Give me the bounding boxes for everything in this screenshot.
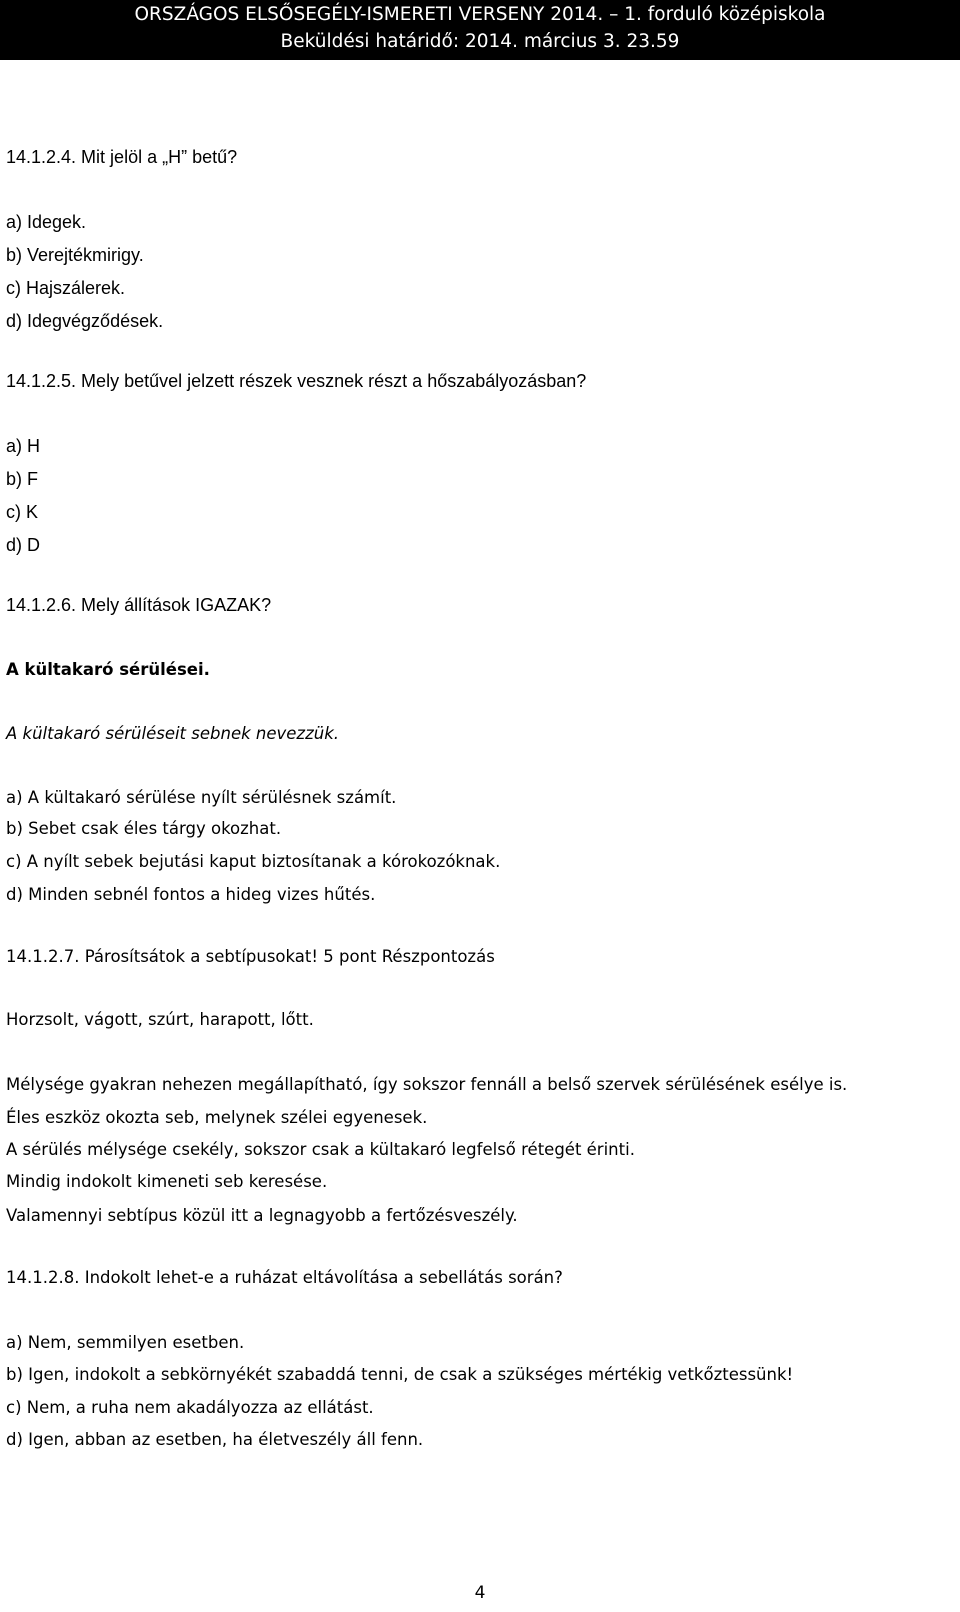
question-4: 14.1.2.4. Mit jelöl a „H” betű?	[6, 147, 238, 167]
wound-description: Mindig indokolt kimeneti seb keresése.	[6, 1172, 328, 1191]
statement-option: c) A nyílt sebek bejutási kaput biztosítanak a kórokozóknak.	[6, 852, 501, 871]
wound-description: Éles eszköz okozta seb, melynek szélei egyenesek.	[6, 1108, 428, 1127]
statement-option: a) A kültakaró sérülése nyílt sérülésnek számít.	[6, 788, 397, 807]
wound-description: A sérülés mélysége csekély, sokszor csak a kültakaró legfelső rétegét érinti.	[6, 1140, 635, 1159]
answer-option: c) Hajszálerek.	[6, 278, 126, 298]
question-6: 14.1.2.6. Mely állítások IGAZAK?	[6, 595, 272, 615]
answer-option: c) Nem, a ruha nem akadályozza az ellátást.	[6, 1398, 374, 1417]
section-subtitle: A kültakaró sérülései.	[6, 660, 210, 679]
answer-option: d) Idegvégződések.	[6, 311, 164, 331]
statement-option: b) Sebet csak éles tárgy okozhat.	[6, 819, 282, 838]
question-5: 14.1.2.5. Mely betűvel jelzett részek vesznek részt a hőszabályozásban?	[6, 371, 587, 391]
question-8: 14.1.2.8. Indokolt lehet-e a ruházat eltávolítása a sebellátás során?	[6, 1268, 563, 1287]
answer-option: b) F	[6, 469, 39, 489]
answer-option: a) H	[6, 436, 41, 456]
competition-title: ORSZÁGOS ELSŐSEGÉLY-ISMERETI VERSENY 2014. – 1. forduló középiskola	[134, 4, 826, 25]
page-header	[0, 0, 960, 60]
page-number: 4	[474, 1583, 486, 1603]
answer-option: a) Nem, semmilyen esetben.	[6, 1333, 245, 1352]
answer-option: b) Verejtékmirigy.	[6, 245, 144, 265]
answer-option: d) D	[6, 535, 41, 555]
answer-option: b) Igen, indokolt a sebkörnyékét szabaddá tenni, de csak a szükséges mértékig vetkőztessünk!	[6, 1365, 794, 1384]
answer-option: c) K	[6, 502, 39, 522]
statement-option: d) Minden sebnél fontos a hideg vizes hűtés.	[6, 885, 376, 904]
answer-option: d) Igen, abban az esetben, ha életveszély áll fenn.	[6, 1430, 424, 1449]
deadline-text: Beküldési határidő: 2014. március 3. 23.59	[280, 31, 680, 52]
wound-types: Horzsolt, vágott, szúrt, harapott, lőtt.	[6, 1010, 314, 1029]
wound-description: Valamennyi sebtípus közül itt a legnagyobb a fertőzésveszély.	[6, 1206, 518, 1225]
answer-option: a) Idegek.	[6, 212, 87, 232]
statement-intro: A kültakaró sérüléseit sebnek nevezzük.	[6, 724, 340, 743]
question-7: 14.1.2.7. Párosítsátok a sebtípusokat! 5 pont Részpontozás	[6, 947, 495, 966]
wound-description: Mélysége gyakran nehezen megállapítható, így sokszor fennáll a belső szervek sérülésének esélye is.	[6, 1075, 848, 1094]
